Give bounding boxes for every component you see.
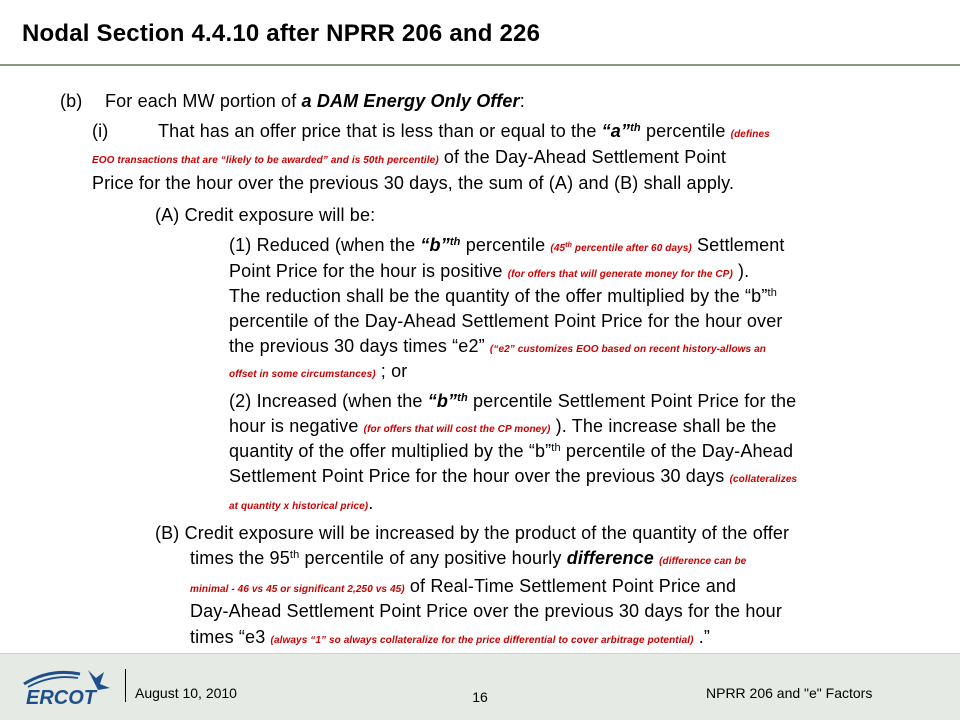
para-b-number: (b) [60, 91, 83, 111]
title-divider [0, 64, 960, 66]
item-1-line4: percentile of the Day-Ahead Settlement Point Price for the hour over [229, 311, 783, 331]
para-i-number: (i) [92, 121, 109, 141]
annotation-note: offset in some circumstances) [229, 369, 376, 380]
annotation-note: at quantity x historical price) [229, 501, 369, 512]
item-2-line4: Settlement Point Price for the hour over the previous 30 days (collateralizes [229, 466, 798, 486]
footer-title: NPRR 206 and "e" Factors [706, 685, 873, 701]
para-b-text: For each MW portion of a DAM Energy Only Offer: [105, 91, 525, 111]
item-1-line3: The reduction shall be the quantity of the offer multiplied by the “b”$^{th}$ [229, 286, 777, 306]
item-1-line5: the previous 30 days times “e2” (“e2” customizes EOO based on recent history-allows an [229, 336, 766, 356]
para-B-line4: Day-Ahead Settlement Point Price over the previous 30 days for the hour [190, 601, 782, 621]
page-number: 16 [472, 689, 488, 705]
annotation-note: EOO transactions that are “likely to be awarded” and is 50th percentile) [92, 155, 439, 166]
item-1-line6: offset in some circumstances) ; or [229, 361, 408, 381]
annotation-note: minimal - 46 vs 45 or significant 2,250 vs 45) [190, 584, 405, 595]
para-B-line5: times “e3 (always “1” so always collateralize for the price differential to cover arbitrage potential) .” [190, 627, 711, 647]
annotation-note: (difference can be [659, 556, 747, 567]
footer-date: August 10, 2010 [135, 685, 237, 701]
annotation-note: (for offers that will generate money for the CP) [507, 269, 733, 280]
item-1-line2: Point Price for the hour is positive (for offers that will generate money for the CP) ). [229, 261, 750, 281]
para-B-line1: (B) Credit exposure will be increased by the product of the quantity of the offer [155, 523, 790, 543]
item-2-line2: hour is negative (for offers that will cost the CP money) ). The increase shall be the [229, 416, 777, 436]
annotation-note: (for offers that will cost the CP money) [363, 424, 551, 435]
para-B-line3: minimal - 46 vs 45 or significant 2,250 vs 45) of Real-Time Settlement Point Price and [190, 576, 737, 596]
item-1-line1: (1) Reduced (when the “b”$^{th}$ percentile (45th percentile after 60 days) Settlement [229, 235, 785, 255]
annotation-note: (defines [730, 129, 770, 140]
svg-text:ERCOT: ERCOT [26, 687, 96, 709]
item-2-line5: at quantity x historical price). [229, 493, 374, 513]
slide-title: Nodal Section 4.4.10 after NPRR 206 and 226 [22, 20, 541, 47]
footer-divider [0, 653, 960, 654]
para-i-line3: Price for the hour over the previous 30 days, the sum of (A) and (B) shall apply. [92, 173, 735, 193]
para-A-heading: (A) Credit exposure will be: [155, 205, 376, 225]
item-2-line3: quantity of the offer multiplied by the “b”$^{th}$ percentile of the Day-Ahead [229, 441, 794, 461]
para-B-line2: times the 95th percentile of any positive hourly difference (difference can be [190, 548, 747, 568]
annotation-note: (collateralizes [729, 474, 798, 485]
annotation-note: (always “1” so always collateralize for the price differential to cover arbitrage potential) [270, 635, 694, 646]
annotation-note: (45th percentile after 60 days) [550, 242, 692, 254]
item-2-line1: (2) Increased (when the “b”$^{th}$ percentile Settlement Point Price for the [229, 391, 797, 411]
para-i-line2: EOO transactions that are “likely to be awarded” and is 50th percentile) of the Day-Ahead Settlement Point [92, 147, 727, 167]
annotation-note: (“e2” customizes EOO based on recent history-allows an [489, 344, 766, 355]
